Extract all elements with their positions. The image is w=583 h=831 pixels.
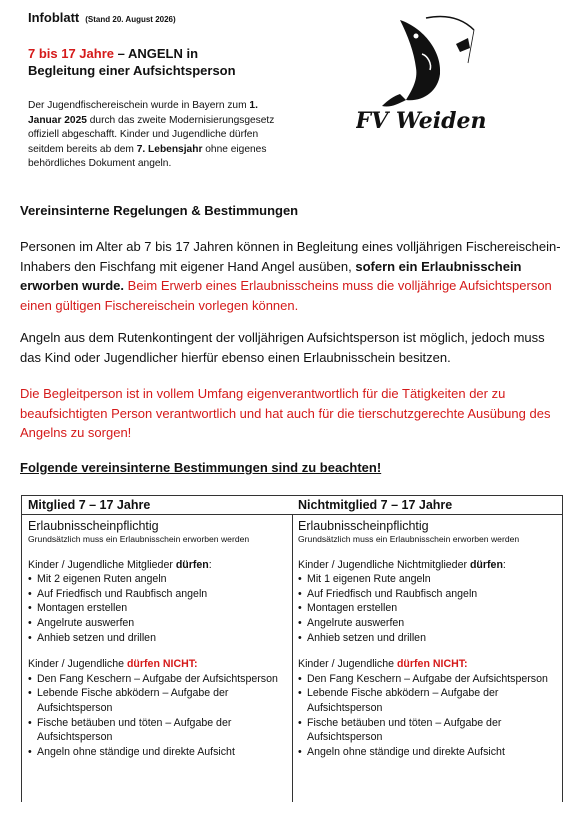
allowed-intro: Kinder / Jugendliche Mitglieder dürfen: <box>28 558 212 571</box>
doc-title: Infoblatt (Stand 20. August 2026) <box>28 10 176 25</box>
forbidden-list <box>28 672 286 760</box>
intro-text: Der Jugendfischereischein wurde in Bayern zum 1. Januar 2025 durch das zweite Modernisierungsgesetz offiziell abgeschafft. Kinder und Jugendliche dürfen seitdem bereits ab dem 7. Lebensjahr ohne eigenes behördliches Dokument angeln. <box>28 100 275 170</box>
nonmember-column <box>292 496 562 802</box>
list-item: • Auf Friedfisch und Raubfisch angeln <box>298 587 556 602</box>
list-item: • Montagen erstellen <box>28 601 286 616</box>
club-logo <box>356 8 486 138</box>
age-heading: 7 bis 17 Jahre – ANGELN in Begleitung einer Aufsichtsperson <box>28 46 236 78</box>
nonmember-cell <box>292 515 562 759</box>
list-item: • Lebende Fische abködern – Aufgabe der Aufsichtsperson <box>298 686 556 715</box>
list-item: • Angelrute auswerfen <box>298 616 556 631</box>
section-title: Vereinsinterne Regelungen & Bestimmungen <box>20 203 299 218</box>
allowed-intro: Kinder / Jugendliche Nichtmitglieder dürfen: <box>298 558 506 571</box>
fish-logo-icon <box>356 8 486 138</box>
list-item: • Anhieb setzen und drillen <box>28 631 286 646</box>
stand-date: (Stand 20. August 2026) <box>85 15 176 24</box>
nonmember-header: Nichtmitglied 7 – 17 Jahre <box>292 496 562 515</box>
forbidden-intro: Kinder / Jugendliche dürfen NICHT: <box>298 658 468 671</box>
permit-label: Erlaubnisscheinpflichtig <box>28 519 159 533</box>
member-column <box>22 496 293 802</box>
list-item: • Den Fang Keschern – Aufgabe der Aufsichtsperson <box>28 672 286 687</box>
list-item: • Angeln ohne ständige und direkte Aufsicht <box>298 745 556 760</box>
paragraph-rod-quota: Angeln aus dem Rutenkontingent der volljährigen Aufsichtsperson ist möglich, jedoch muss das Kind oder Jugendlicher hierfür ebenso einen Erlaubnisschein besitzen. <box>20 330 545 365</box>
list-item: • Den Fang Keschern – Aufgabe der Aufsichtsperson <box>298 672 556 687</box>
list-item: • Angeln ohne ständige und direkte Aufsicht <box>28 745 286 760</box>
list-item: • Lebende Fische abködern – Aufgabe der Aufsichtsperson <box>28 686 286 715</box>
age-range: 7 bis 17 Jahre <box>28 46 114 61</box>
list-item: • Fische betäuben und töten – Aufgabe der Aufsichtsperson <box>298 716 556 745</box>
list-item: • Fische betäuben und töten – Aufgabe der Aufsichtsperson <box>28 716 286 745</box>
permit-note: Grundsätzlich muss ein Erlaubnisschein erworben werden <box>28 534 250 544</box>
member-header: Mitglied 7 – 17 Jahre <box>22 496 292 515</box>
rules-heading: Folgende vereinsinterne Bestimmungen sind zu beachten! <box>20 460 382 475</box>
list-item: • Mit 2 eigenen Ruten angeln <box>28 572 286 587</box>
permit-label: Erlaubnisscheinpflichtig <box>298 519 429 533</box>
paragraph-responsibility: Die Begleitperson ist in vollem Umfang eigenverantwortlich für die Tätigkeiten der zu beaufsichtigten Person verantwortlich und hat auch für die tierschutzgerechte Ausübung des Angelns zu sorgen! <box>20 386 551 441</box>
member-cell <box>22 515 292 759</box>
logo-text: FV Weiden <box>356 108 486 134</box>
paragraph-permit: Personen im Alter ab 7 bis 17 Jahren können in Begleitung eines volljährigen Fischereischein-Inhabers den Fischfang mit eigener Hand Angel ausüben, sofern ein Erlaubnisschein erworben wurde. Beim Erwerb eines Erlaubnisscheins muss die volljährige Aufsichtsperson einen gültigen Fischereischein vorlegen können. <box>20 239 561 313</box>
rules-table <box>21 495 563 802</box>
list-item: • Mit 1 eigenen Rute angeln <box>298 572 556 587</box>
allowed-list <box>28 572 286 645</box>
list-item: • Montagen erstellen <box>298 601 556 616</box>
allowed-list <box>298 572 556 645</box>
forbidden-intro: Kinder / Jugendliche dürfen NICHT: <box>28 658 198 671</box>
list-item: • Anhieb setzen und drillen <box>298 631 556 646</box>
forbidden-list <box>298 672 556 760</box>
list-item: • Angelrute auswerfen <box>28 616 286 631</box>
permit-note: Grundsätzlich muss ein Erlaubnisschein erworben werden <box>298 534 520 544</box>
list-item: • Auf Friedfisch und Raubfisch angeln <box>28 587 286 602</box>
